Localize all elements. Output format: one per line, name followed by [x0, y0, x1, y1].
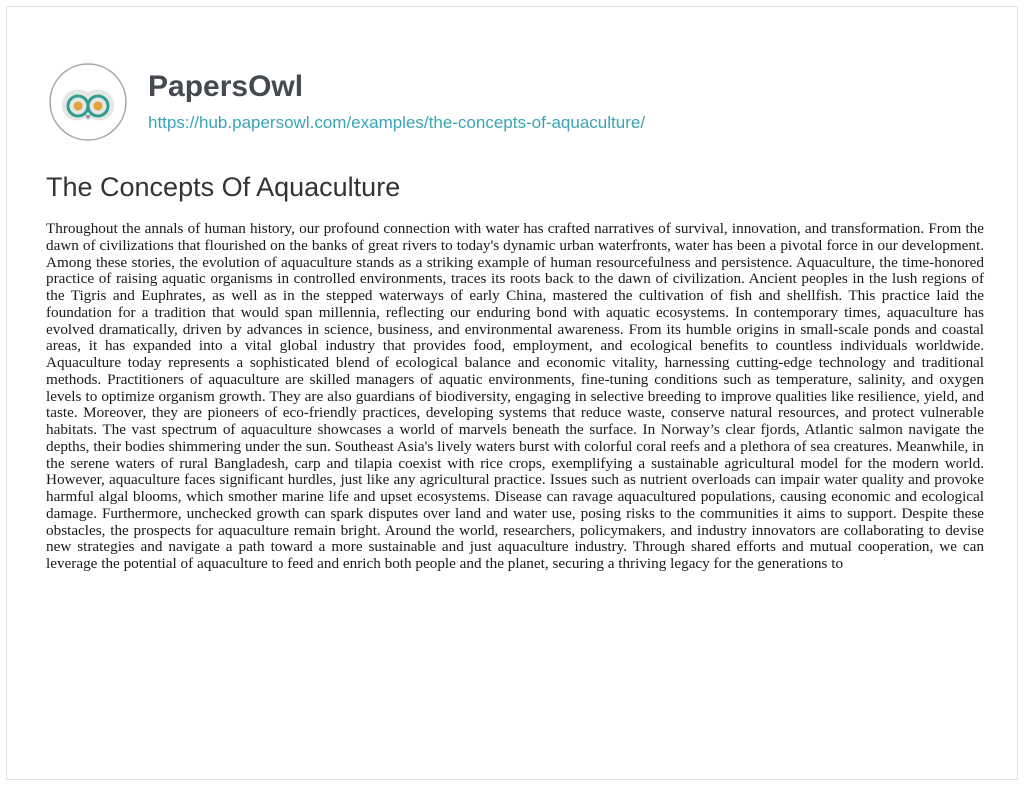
brand-name: PapersOwl	[148, 70, 304, 103]
owl-eyes-logo-icon	[48, 62, 128, 142]
source-url-link[interactable]: https://hub.papersowl.com/examples/the-concepts-of-aquaculture/	[148, 113, 646, 132]
header	[48, 62, 645, 142]
header-text	[148, 70, 645, 134]
article-title: The Concepts Of Aquaculture	[46, 172, 401, 202]
article-body: Throughout the annals of human history, our profound connection with water has crafted narratives of survival, innovation, and transformation. From the dawn of civilizations that flourished on the banks of great rivers to today's dynamic urban waterfronts, water has been a pivotal force in our development. Among these stories, the evolution of aquaculture stands as a striking example of human resourcefulness and persistence. Aquaculture, the time-honored practice of raising aquatic organisms in controlled environments, traces its roots back to the dawn of civilization. Ancient peoples in the lush regions of the Tigris and Euphrates, as well as in the stepped waterways of early China, mastered the cultivation of fish and shellfish. This practice laid the foundation for a tradition that would span millennia, reflecting our enduring bond with aquatic ecosystems. In contemporary times, aquaculture has evolved dramatically, driven by advances in science, business, and environmental awareness. From its humble origins in small-scale ponds and coastal areas, it has expanded into a vital global industry that provides food, employment, and ecological benefits to countless individuals worldwide. Aquaculture today represents a sophisticated blend of ecological balance and economic vitality, harnessing cutting-edge technology and traditional methods. Practitioners of aquaculture are skilled managers of aquatic environments, fine-tuning conditions such as temperature, salinity, and oxygen levels to optimize organism growth. They are also guardians of biodiversity, engaging in selective breeding to improve qualities like resilience, yield, and taste. Moreover, they are pioneers of eco-friendly practices, developing systems that reduce waste, conserve natural resources, and protect vulnerable habitats. The vast spectrum of aquaculture showcases a world of marvels beneath the surface. In Norway’s clear fjords, Atlantic salmon navigate the depths, their bodies shimmering under the sun. Southeast Asia's lively waters burst with colorful coral reefs and a plethora of sea creatures. Meanwhile, in the serene waters of rural Bangladesh, carp and tilapia coexist with rice crops, exemplifying a sustainable agricultural model for the modern world. However, aquaculture faces significant hurdles, just like any agricultural practice. Issues such as nutrient overloads can impair water quality and provoke harmful algal blooms, which smother marine life and upset ecosystems. Disease can ravage aquacultured populations, causing economic and ecological damage. Furthermore, unchecked growth can spark disputes over land and water use, posing risks to the communities it aims to support. Despite these obstacles, the prospects for aquaculture remain bright. Around the world, researchers, policymakers, and industry innovators are collaborating to devise new strategies and navigate a path toward a more sustainable and just aquaculture industry. Through shared efforts and mutual cooperation, we can leverage the potential of aquaculture to feed and enrich both people and the planet, securing a thriving legacy for the generations to	[46, 220, 984, 572]
